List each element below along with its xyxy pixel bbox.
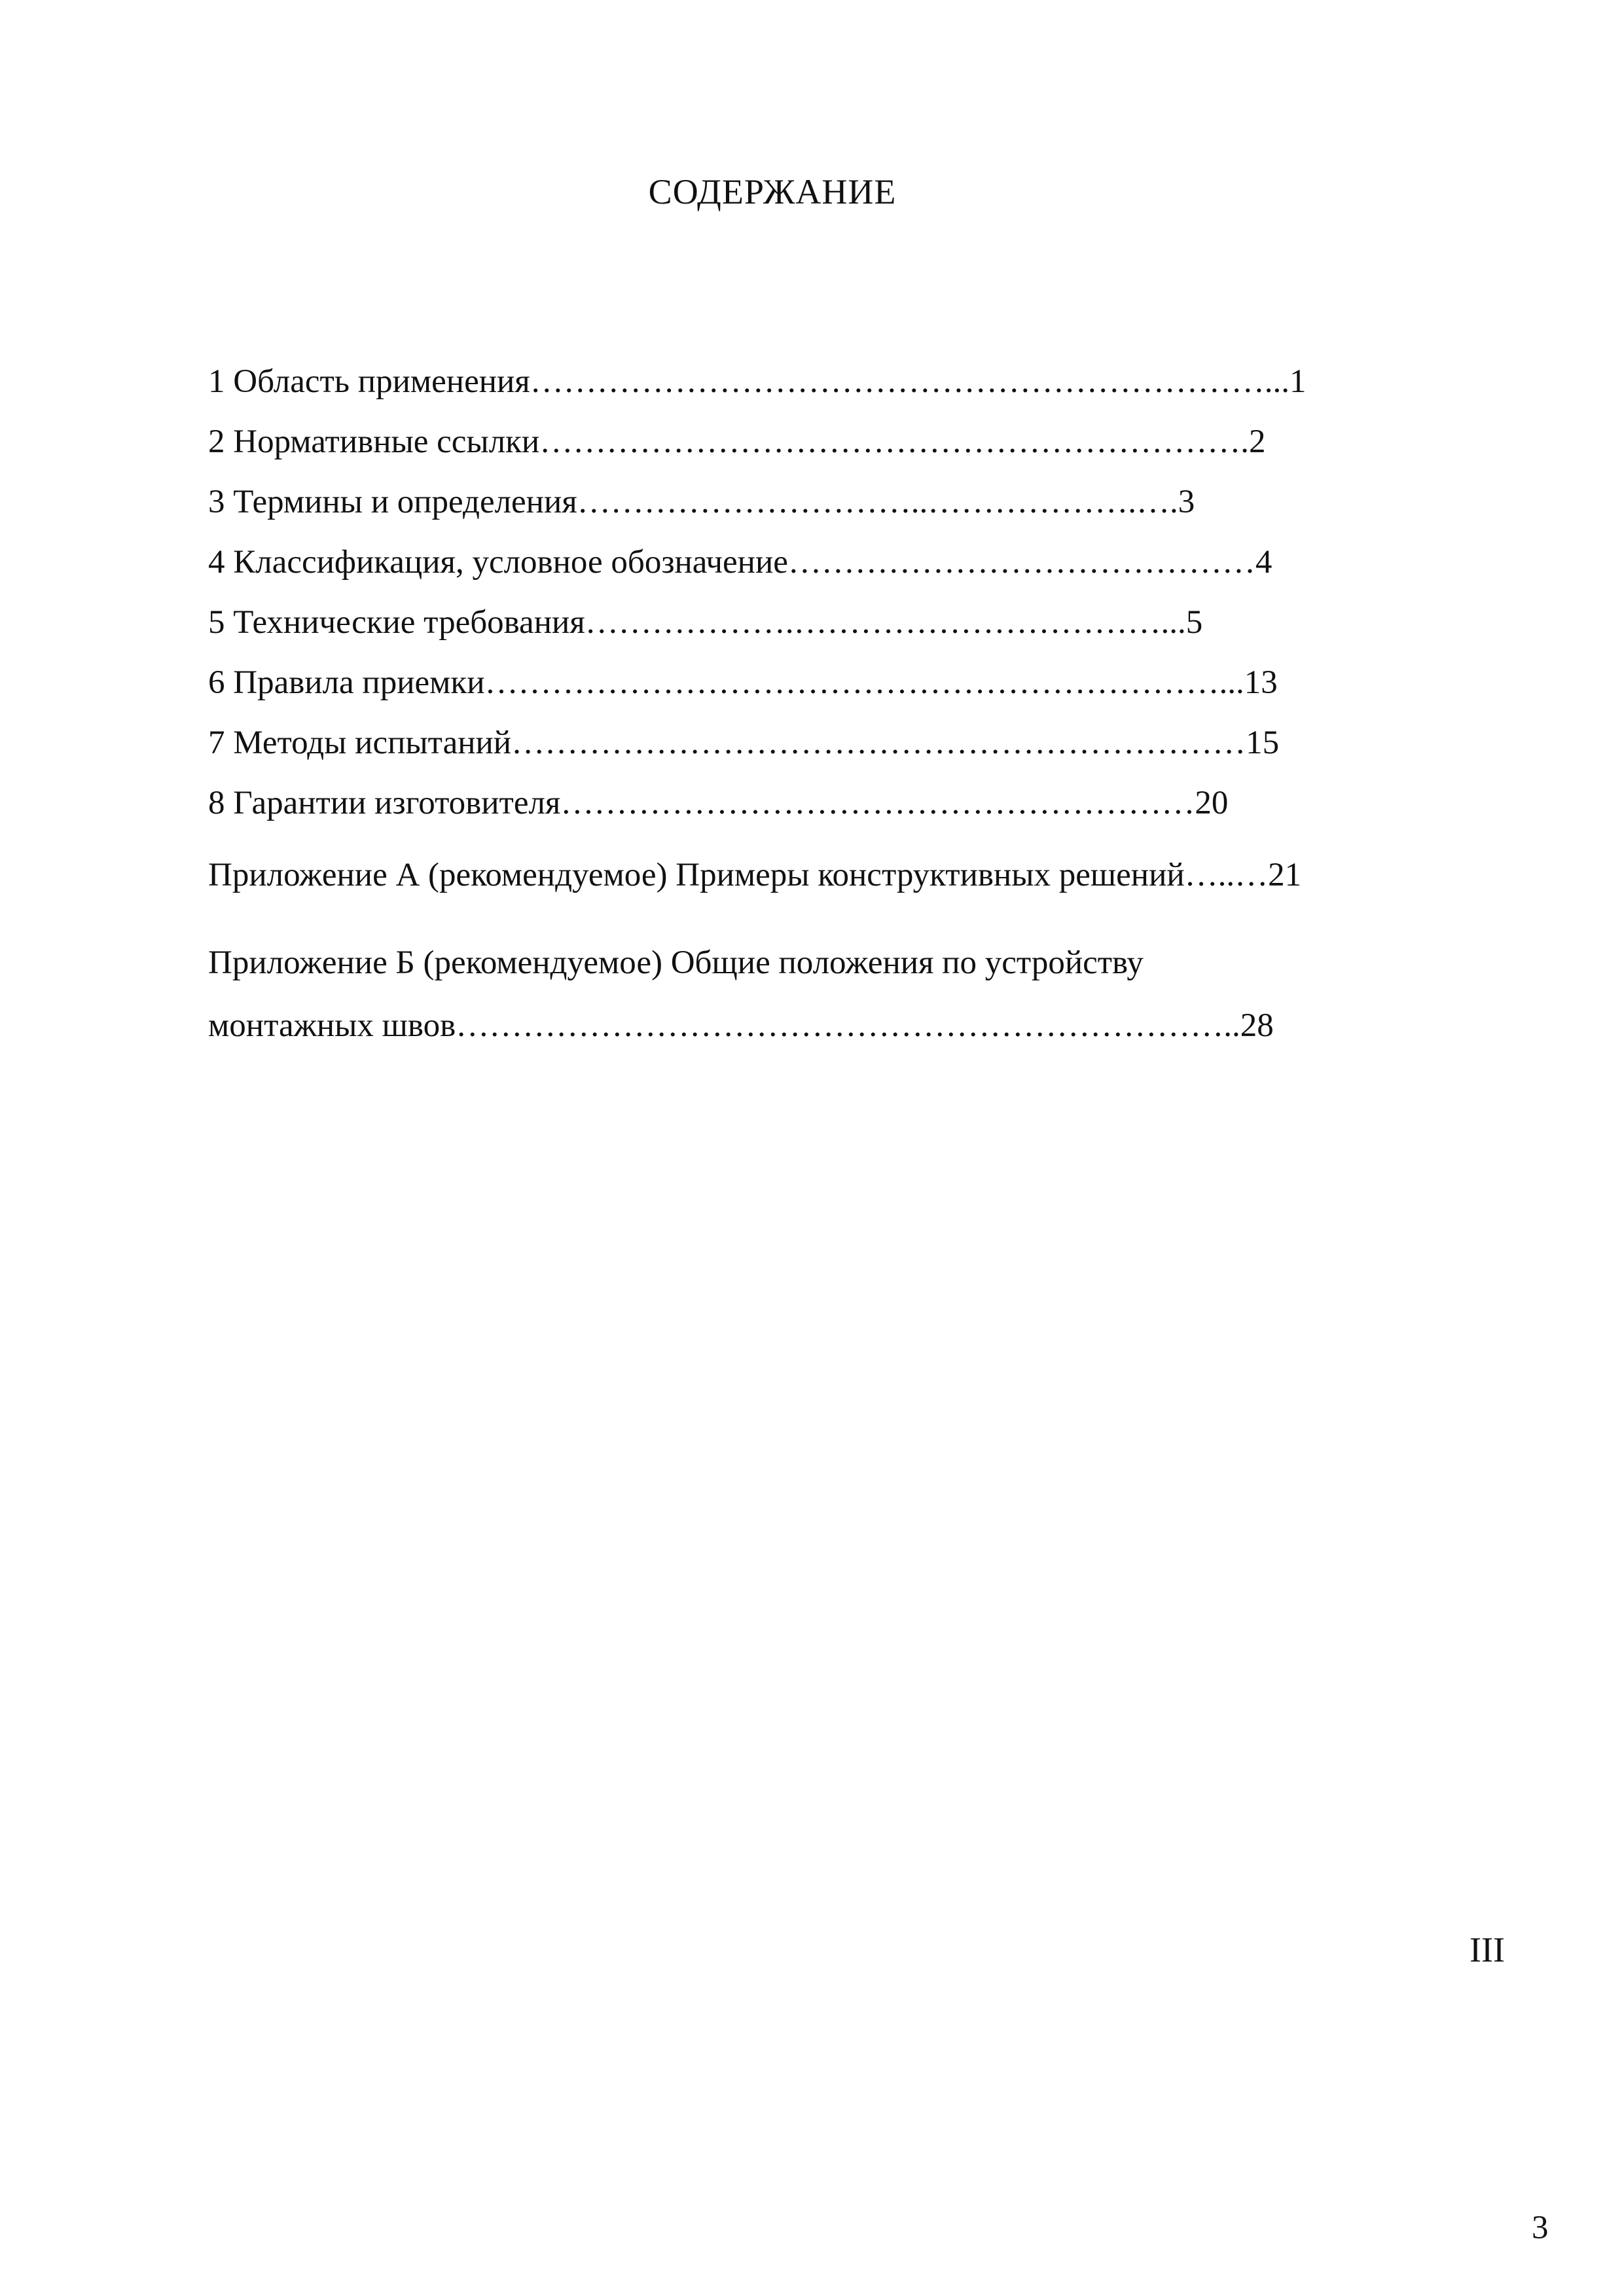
toc-appendix-a: Приложение А (рекомендуемое) Примеры конструктивных решений…..…21 [208, 857, 1302, 893]
toc-appendix-b-line-1: Приложение Б (рекомендуемое) Общие положения по устройству [208, 944, 1144, 981]
toc-item-1-scope: 1 Область применения…………………………………………………………...1 [208, 363, 1307, 400]
toc-item-8-manufacturer-warranty: 8 Гарантии изготовителя…………………………………………………20 [208, 785, 1229, 821]
page-number: 3 [1532, 2210, 1549, 2246]
toc-item-7-test-methods: 7 Методы испытаний…………………………………………………………15 [208, 725, 1280, 761]
toc-appendix-b-line-2: монтажных швов……………………………………………………………..28 [208, 1007, 1274, 1044]
toc-item-3-terms-definitions: 3 Термины и определения…………………………..……………….….3 [208, 484, 1195, 520]
roman-page-number: III [1470, 1930, 1505, 1969]
toc-item-6-acceptance-rules: 6 Правила приемки…………………………………………………………...13 [208, 664, 1278, 701]
toc-item-4-classification: 4 Классификация, условное обозначение……………………………………4 [208, 544, 1272, 581]
toc-item-2-normative-references: 2 Нормативные ссылки……………………………………………………….2 [208, 423, 1266, 460]
toc-item-5-technical-requirements: 5 Технические требования……………….……………………………...5 [208, 604, 1203, 641]
toc-title: СОДЕРЖАНИЕ [648, 172, 897, 211]
